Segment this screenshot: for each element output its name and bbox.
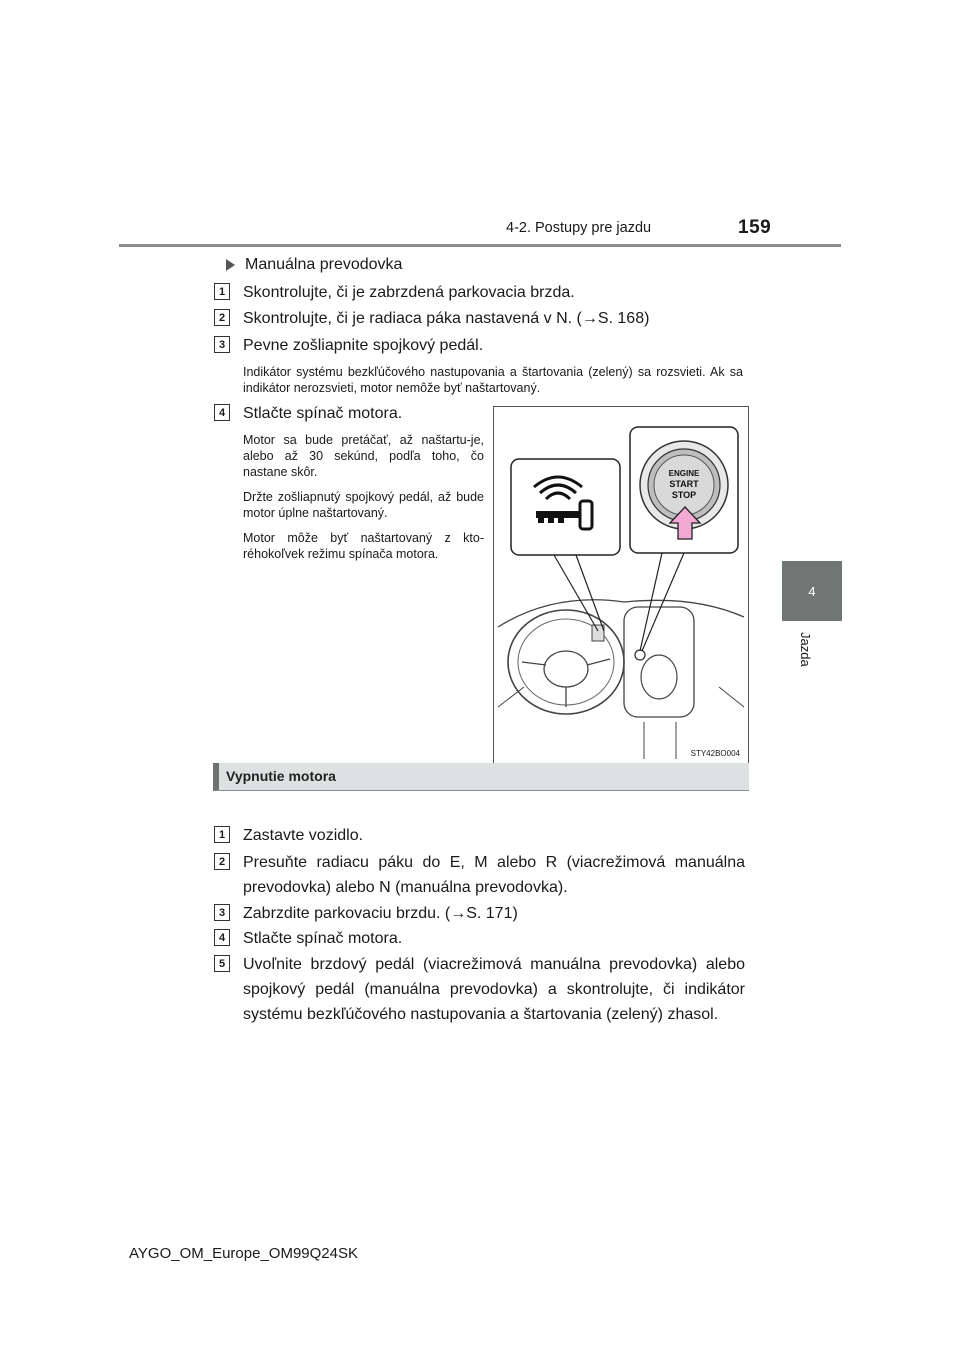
step-number-3: 3: [214, 336, 230, 353]
chapter-label: Jazda: [798, 632, 813, 667]
stop-step-text-4: Stlačte spínač motora.: [243, 930, 403, 947]
stop-step-text-2: Presuňte radiacu páku do E, M alebo R (viacrežimová manuálna prevodovka) alebo N (manuálna prevodovka).: [243, 854, 745, 896]
stop-step-number-3: 3: [214, 904, 230, 921]
subsection-title-text: Manuálna prevodovka: [245, 256, 403, 273]
stop-step-text-1: Zastavte vozidlo.: [243, 827, 364, 844]
stop-step-number-2: 2: [214, 853, 230, 870]
step-number-1: 1: [214, 283, 230, 300]
stop-step-text-3: Zabrzdite parkovaciu brzdu. (→S. 171): [243, 905, 518, 922]
step-note-4c: Motor môže byť naštartovaný z kto-réhokoľvek režimu spínača motora.: [243, 531, 484, 561]
stop-step-number-5: 5: [214, 955, 230, 972]
key-signal-icon: [511, 459, 620, 555]
stop-step-number-4: 4: [214, 929, 230, 946]
step-number-2: 2: [214, 309, 230, 326]
subsection-title: [226, 256, 402, 274]
step-text-1: Skontrolujte, či je zabrzdená parkovacia brzda.: [243, 284, 575, 301]
stop-step-text-5: Uvoľnite brzdový pedál (viacrežimová manuálna prevodovka) alebo spojkový pedál (manuálna prevodovka) a skontrolujte, či indikátor systému bezkľúčového nastupovania a štartovania (zelený) zhasol.: [243, 956, 745, 1023]
step-note-4b: Držte zošliapnutý spojkový pedál, až bude motor úplne naštartovaný.: [243, 490, 484, 520]
engine-start-button-icon: [630, 427, 738, 553]
step-number-4: 4: [214, 404, 230, 421]
dashboard-illustration: [494, 407, 748, 763]
header-divider: [119, 244, 841, 247]
document-id: AYGO_OM_Europe_OM99Q24SK: [129, 1245, 358, 1262]
button-line-3: STOP: [671, 490, 697, 500]
page-number: 159: [738, 217, 772, 238]
figure-code: STY42BO004: [690, 749, 740, 758]
button-line-1: ENGINE: [668, 469, 700, 478]
step-note-3: Indikátor systému bezkľúčového nastupovania a štartovania (zelený) sa rozsvieti. Ak sa indikátor nerozsvieti, motor nemôže byť naštartovaný.: [243, 365, 743, 395]
triangle-bullet-icon: [226, 259, 235, 271]
chapter-number: 4: [808, 583, 816, 599]
chapter-tab: [782, 561, 842, 621]
step-text-2: Skontrolujte, či je radiaca páka nastavená v N. (→S. 168): [243, 310, 650, 327]
section-title: 4-2. Postupy pre jazdu: [506, 220, 652, 236]
stop-step-number-1: 1: [214, 826, 230, 843]
button-line-2: START: [669, 479, 699, 489]
section-heading: Vypnutie motora: [226, 768, 336, 784]
step-text-4: Stlačte spínač motora.: [243, 405, 403, 422]
engine-start-figure: [493, 406, 749, 764]
step-note-4a: Motor sa bude pretáčať, až naštartu-je, alebo až 30 sekúnd, podľa toho, čo nastane skôr.: [243, 433, 484, 479]
step-text-3: Pevne zošliapnite spojkový pedál.: [243, 337, 484, 354]
